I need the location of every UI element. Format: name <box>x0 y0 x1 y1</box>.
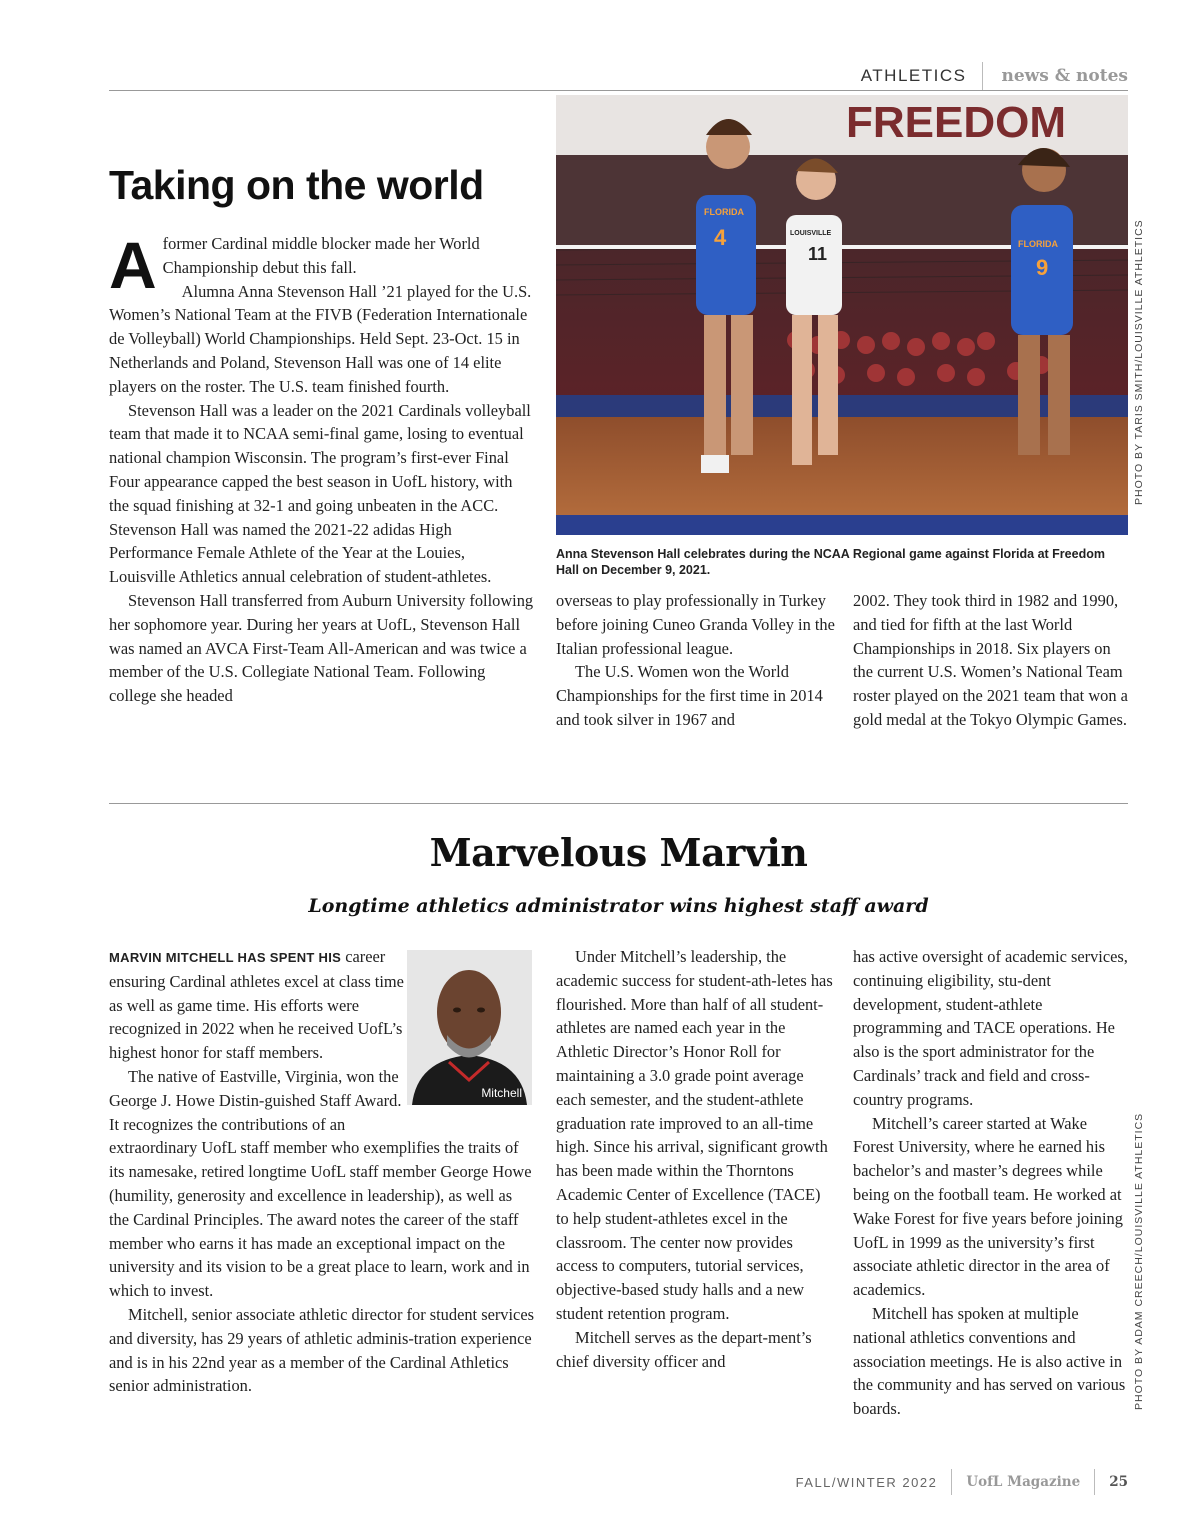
top-rule <box>109 90 1128 91</box>
article2-paragraph: Mitchell serves as the depart-ment’s chief diversity officer and <box>556 1327 812 1371</box>
jersey-team-right: FLORIDA <box>1018 239 1058 249</box>
article2-column-2 <box>556 945 836 1373</box>
lead-caps: MARVIN MITCHELL HAS SPENT HIS <box>109 950 342 965</box>
article1-column-1 <box>109 228 534 708</box>
section-label: ATHLETICS <box>860 66 967 85</box>
volleyball-photo <box>556 95 1128 535</box>
photo-credit-text: PHOTO BY ADAM CREECH/LOUISVILLE ATHLETICS <box>1133 1112 1145 1410</box>
article1-lead-paragraph <box>109 228 534 302</box>
portrait-label: Mitchell <box>481 1086 522 1100</box>
article2-column-1 <box>109 945 534 1398</box>
article1-paragraph: 2002. They took third in 1982 and 1990, and tied for fifth at the last World Championships in 2018. Six players on the current U.S. Women’s National Team roster played on the 2021 team that won a gold medal at the Tokyo Olympic Games. <box>853 591 1128 729</box>
magazine-name: UofL Magazine <box>966 1474 1081 1490</box>
article1-paragraph: Stevenson Hall transferred from Auburn University following her sophomore year. During her years at UofL, Stevenson Hall was named an AVCA First-Team All-American and was twice a member of the U.S. Collegiate National Team. Following college she headed <box>109 590 534 706</box>
article1-column-3 <box>853 589 1128 732</box>
photo-credit-2 <box>1129 1112 1151 1415</box>
article1-headline: Taking on the world <box>109 162 484 208</box>
jersey-number-center: 11 <box>808 244 828 264</box>
article2-paragraph: Mitchell has spoken at multiple national athletics conventions and association meetings. He is also active in the community and has served on various boards. <box>853 1303 1126 1419</box>
article2-lead-paragraph <box>109 945 406 1065</box>
section-header <box>861 62 1128 90</box>
article1-paragraph: Stevenson Hall was a leader on the 2021 Cardinals volleyball team that made it to NCAA semi-final game, losing to eventual national champion Wisconsin. The program’s first-ever Final Four appearance capped the best season in UofL history, with the squad finishing at 32-1 and going unbeaten in the ACC. Stevenson Hall was named the 2021-22 adidas High Performance Female Athlete of the Year at the Louies, Louisville Athletics annual celebration of student-athletes. <box>109 400 531 587</box>
volleyball-photo-illustration <box>556 95 1128 535</box>
article2-column-3 <box>853 945 1128 1421</box>
portrait-wrap-spacer <box>404 1065 534 1115</box>
photo-credit-1 <box>1129 95 1151 535</box>
section-divider <box>109 803 1128 804</box>
article1-column-2 <box>556 589 836 732</box>
article2-paragraph: Under Mitchell’s leadership, the academic success for student-ath-letes has flourished. More than half of all student-athletes are named each year in the Athletic Director’s Honor Roll for maintaining a 3.0 grade point average each semester, and the student-athlete graduation rate improved to an all-time high. Since his arrival, significant growth has been made within the Thorntons Academic Center of Excellence (TACE) to help student-athletes excel in the classroom. The center now provides access to computers, tutorial services, objective-based study halls and a new student retention program. <box>556 947 833 1323</box>
jersey-team-left: FLORIDA <box>704 207 744 217</box>
subsection-label: news & notes <box>1001 66 1128 86</box>
article2-paragraph <box>109 1065 534 1303</box>
jersey-team-center: LOUISVILLE <box>790 230 832 237</box>
article2-paragraph: has active oversight of academic services, continuing eligibility, stu-dent development, student-athlete programming and TACE operations. He also is the sport administrator for the Cardinals’ track and field and cross-country programs. <box>853 947 1128 1109</box>
page-number: 25 <box>1109 1474 1128 1490</box>
article1-paragraph: Alumna Anna Stevenson Hall ’21 played for the U.S. Women’s National Team at the FIVB (Federation Internationale de Volleyball) World Championships. Held Sept. 23-Oct. 15 in Netherlands and Poland, Stevenson Hall was one of 14 elite players on the roster. The U.S. team finished fourth. <box>109 281 532 396</box>
lead-text: career ensuring Cardinal athletes excel at class time as well as game time. His efforts were recognized in 2022 when he received UofL’s highest honor for staff members. <box>109 947 404 1063</box>
photo-caption: Anna Stevenson Hall celebrates during the NCAA Regional game against Florida at Freedom Hall on December 9, 2021. <box>556 547 1105 577</box>
page-footer <box>796 1468 1128 1496</box>
photo-credit-text: PHOTO BY TARIS SMITH/LOUISVILLE ATHLETICS <box>1133 219 1145 505</box>
article1-paragraph: overseas to play professionally in Turkey before joining Cuneo Granda Volley in the Italian professional league. <box>556 591 835 658</box>
drop-cap: A <box>109 228 157 302</box>
article2-paragraph: Mitchell’s career started at Wake Forest University, where he earned his bachelor’s and master’s degrees while being on the football team. He worked at Wake Forest for five years before joining UofL in 1999 as the university’s first associate athletic director in the area of academics. <box>853 1113 1123 1300</box>
article1-paragraph: The U.S. Women won the World Championships for the first time in 2014 and took silver in 1967 and <box>556 662 823 729</box>
jersey-number-right: 9 <box>1036 255 1049 280</box>
lead-text: former Cardinal middle blocker made her World Championship debut this fall. <box>162 234 480 277</box>
article2-paragraph: Mitchell, senior associate athletic director for student services and diversity, has 29 years of athletic adminis-tration experience and is in his 22nd year as a member of the Cardinal Athletics senior administration. <box>109 1304 534 1396</box>
freedom-sign: FREEDOM <box>846 98 1066 147</box>
jersey-number-left: 4 <box>714 225 727 250</box>
article2-dek: Longtime athletics administrator wins highest staff award <box>308 895 929 917</box>
article2-headline: Marvelous Marvin <box>429 830 808 875</box>
article2-paragraph-text: The native of Eastville, Virginia, won the George J. Howe Distin-guished Staff Award. It recognizes the contributions of an extraordinary UofL staff member who exemplifies the traits of its namesake, retired longtime UofL staff member George Howe (humility, generosity and excellence in leadership), as well as the Cardinal Principles. The award notes the career of the staff member who earns it has made an exceptional impact on the university and its vision to be a great place to learn, work and in which to invest. <box>109 1066 532 1301</box>
issue-label: FALL/WINTER 2022 <box>795 1474 938 1490</box>
